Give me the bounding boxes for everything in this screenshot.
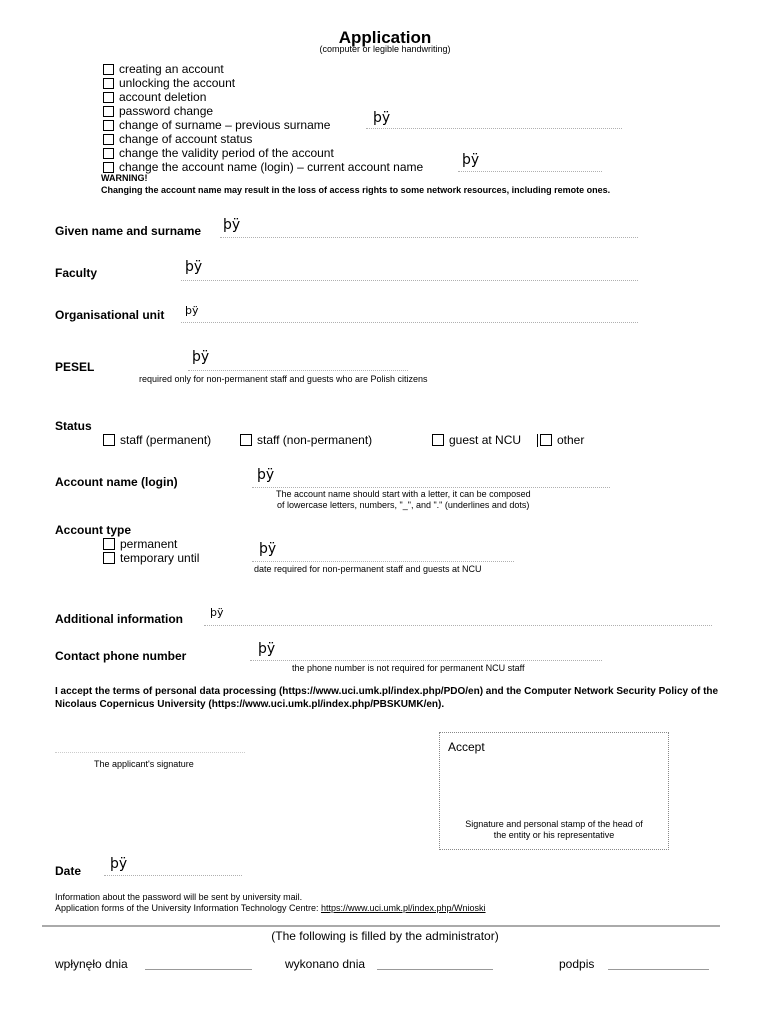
- head-signature-label-2: the entity or his representative: [493, 830, 615, 840]
- checkbox[interactable]: [432, 434, 444, 446]
- admin-signature-label: podpis: [559, 957, 595, 971]
- status-staff-nonpermanent[interactable]: staff (non-permanent): [240, 433, 372, 447]
- checkbox[interactable]: [103, 106, 114, 117]
- checkbox[interactable]: [103, 120, 114, 131]
- faculty-field[interactable]: [181, 280, 638, 281]
- forms-link[interactable]: https://www.uci.umk.pl/index.php/Wnioski: [320, 903, 486, 913]
- account-type-label: Account type: [55, 523, 132, 537]
- done-field[interactable]: [377, 969, 493, 970]
- faculty-value: þÿ: [185, 259, 203, 275]
- forms-info: Application forms of the University Information Technology Centre: https://www.uci.umk.pl/index.php/Wnioski: [55, 903, 486, 913]
- phone-label: Contact phone number: [55, 649, 187, 663]
- current-account-name-field[interactable]: [458, 171, 602, 172]
- account-name-label: Account name (login): [55, 475, 178, 489]
- password-info: Information about the password will be sent by university mail.: [55, 892, 303, 902]
- pesel-label: PESEL: [55, 360, 95, 374]
- checkbox[interactable]: [103, 552, 115, 564]
- status-staff-permanent[interactable]: staff (permanent): [103, 433, 211, 447]
- option-change-status[interactable]: change of account status: [103, 132, 252, 146]
- checkbox[interactable]: [103, 78, 114, 89]
- option-change-validity[interactable]: change the validity period of the account: [103, 146, 334, 160]
- checkbox[interactable]: [103, 64, 114, 75]
- checkbox[interactable]: [103, 538, 115, 550]
- phone-hint: the phone number is not required for permanent NCU staff: [292, 663, 525, 673]
- admin-signature-field[interactable]: [608, 969, 709, 970]
- account-type-temporary[interactable]: temporary until: [103, 551, 199, 565]
- unit-label: Organisational unit: [55, 308, 165, 322]
- consent-text: I accept the terms of personal data processing (https://www.uci.umk.pl/index.php/PDO/en) and the Computer Network Security Policy of the Nicolaus Copernicus University (https://www.uci.umk.pl/index.php/PBSKUMK/en).: [55, 686, 719, 710]
- done-label: wykonano dnia: [285, 957, 366, 971]
- option-account-deletion[interactable]: account deletion: [103, 90, 206, 104]
- additional-info-value: þÿ: [210, 606, 224, 619]
- unit-value: þÿ: [185, 304, 199, 317]
- head-signature-label-1: Signature and personal stamp of the head of: [465, 819, 643, 829]
- applicant-signature-field[interactable]: [55, 752, 245, 753]
- phone-value: þÿ: [258, 641, 276, 657]
- temporary-date-value: þÿ: [259, 541, 277, 557]
- date-field[interactable]: [104, 875, 242, 876]
- pesel-value: þÿ: [192, 349, 210, 365]
- admin-note: (The following is filled by the administrator): [271, 929, 499, 943]
- checkbox[interactable]: [103, 134, 114, 145]
- name-value: þÿ: [223, 217, 241, 233]
- unit-field[interactable]: [181, 322, 638, 323]
- temporary-date-field[interactable]: [252, 561, 514, 562]
- additional-info-field[interactable]: [204, 625, 712, 626]
- checkbox[interactable]: [103, 162, 114, 173]
- name-field[interactable]: [220, 237, 638, 238]
- checkbox[interactable]: [240, 434, 252, 446]
- page-subtitle: (computer or legible handwriting): [319, 44, 451, 54]
- warning-text: Changing the account name may result in the loss of access rights to some network resources, including remote ones.: [101, 185, 611, 195]
- current-account-name-value: þÿ: [462, 152, 480, 168]
- faculty-label: Faculty: [55, 266, 98, 280]
- account-name-hint-2: of lowercase letters, numbers, "_", and "." (underlines and dots): [277, 500, 530, 510]
- page-title: Application: [338, 28, 432, 47]
- checkbox[interactable]: [103, 92, 114, 103]
- accept-label: Accept: [448, 740, 485, 754]
- status-label: Status: [55, 419, 92, 433]
- received-label: wpłynęło dnia: [55, 957, 128, 971]
- pesel-hint: required only for non-permanent staff and guests who are Polish citizens: [139, 374, 428, 384]
- date-label: Date: [55, 864, 82, 878]
- admin-divider: [42, 925, 720, 927]
- account-name-hint-1: The account name should start with a letter, it can be composed: [276, 489, 531, 499]
- option-change-account-name[interactable]: change the account name (login) – current account name: [103, 160, 423, 174]
- option-create-account[interactable]: creating an account: [103, 62, 224, 76]
- status-guest[interactable]: guest at NCU: [432, 433, 521, 447]
- additional-info-label: Additional information: [55, 612, 183, 626]
- divider: [537, 434, 538, 447]
- checkbox[interactable]: [103, 434, 115, 446]
- option-change-surname[interactable]: change of surname – previous surname: [103, 118, 330, 132]
- date-value: þÿ: [110, 856, 128, 872]
- option-password-change[interactable]: password change: [103, 104, 213, 118]
- applicant-signature-label: The applicant's signature: [94, 759, 194, 769]
- account-type-hint: date required for non-permanent staff and guests at NCU: [254, 564, 482, 574]
- account-name-field[interactable]: [252, 487, 610, 488]
- phone-field[interactable]: [250, 660, 602, 661]
- option-unlock-account[interactable]: unlocking the account: [103, 76, 235, 90]
- previous-surname-field[interactable]: [366, 128, 622, 129]
- previous-surname-value: þÿ: [373, 110, 391, 126]
- warning-title: WARNING!: [101, 173, 148, 183]
- name-label: Given name and surname: [55, 224, 202, 238]
- account-type-permanent[interactable]: permanent: [103, 537, 177, 551]
- checkbox[interactable]: [540, 434, 552, 446]
- status-other[interactable]: other: [540, 433, 584, 447]
- received-field[interactable]: [145, 969, 252, 970]
- checkbox[interactable]: [103, 148, 114, 159]
- account-name-value: þÿ: [257, 467, 275, 483]
- pesel-field[interactable]: [188, 370, 408, 371]
